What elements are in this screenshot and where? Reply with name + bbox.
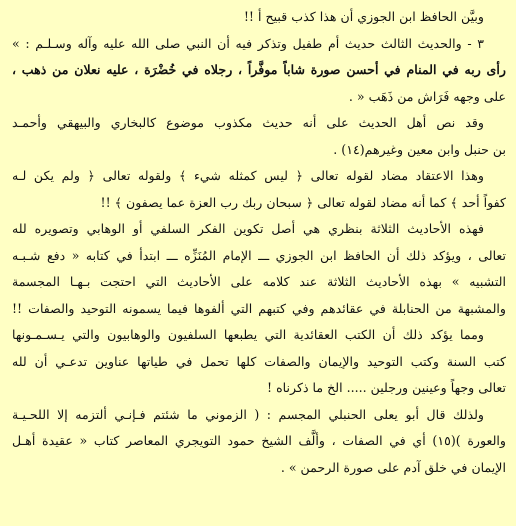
text-line: فهذه الأحاديث الثلاثة بنظري هي أصل تكوين الفكر السلفي أو الوهابي وتصويره لله	[12, 221, 484, 236]
text-line: رأى ربه في المنام في أحسن صورة شاباً موفَّراً ، رجلاه في خُضْرَة ، عليه نعلان من ذهب ،	[12, 62, 506, 77]
text-line: ومما يؤكد ذلك أن الكتب العقائدية التي يطبعها السلفيون والوهابيون والتي يـسـمـونها	[12, 327, 484, 342]
text-line: تعالى ، ويؤكد ذلك أن الحافظ ابن الجوزي ـــ الإمام المُنَزِّه ـــ ابتدأ في كتابه « دفع شـبـه	[12, 247, 506, 263]
text-line: ولذلك قال أبو يعلى الحنبلي المجسم : ( الزموني ما شئتم فـإنـي ألتزمه إلا اللحـيـة	[12, 406, 484, 422]
text-line: ٣ - والحديث الثالث حديث أم طفيل وتذكر فيه أن النبي صلى الله عليه وآله وسـلـم : »	[12, 35, 484, 51]
text-line: وقد نص أهل الحديث على أنه حديث مكذوب موضوع كالبخاري والبيهقي وأحمـد	[12, 115, 484, 130]
text-line: كفواً أحد ﴾ كما أنه مضاد لقوله تعالى ﴿ سبحان ربك رب العزة عما يصفون ﴾ !!	[100, 194, 506, 210]
text-line: وهذا الاعتقاد مضاد لقوله تعالى ﴿ ليس كمثله شيء ﴾ ولقوله تعالى ﴿ ولم يكن لـه	[12, 168, 484, 183]
text-line: وبيَّن الحافظ ابن الجوزي أن هذا كذب قبيح أ !!	[243, 9, 484, 24]
text-line: على وجهه فَرَاش من ذَهَب « .	[348, 88, 506, 104]
text-line: والمشبهة من الحنابلة في عقائدهم وفي كتبهم التي ألفوها فيما يسمونه التوحيد والصفات !!	[12, 300, 506, 316]
text-line: والعورة )(١٥) أي في الصفات ، وألَّف الشيخ حمود التويجري المعاصر كتاب « عقيدة أهـل	[12, 433, 506, 448]
text-line: التشبيه » بهذه الأحاديث الثلاثة عند كلامه على الأحاديث التي احتجت بـهـا المجسمة	[12, 274, 506, 289]
text-line: كتب السنة وكتب التوحيد والإيمان والصفات كلها تحمل في طياتها عناوين تدعـي أن لله	[12, 353, 506, 369]
text-line: بن حنبل وابن معين وغيرهم(١٤) .	[333, 141, 506, 157]
text-line: الإيمان في خلق آدم على صورة الرحمن » .	[280, 459, 506, 475]
text-line: تعالى وجهاً وعينين ورجلين ..... الخ ما ذكرناه !	[267, 380, 506, 395]
